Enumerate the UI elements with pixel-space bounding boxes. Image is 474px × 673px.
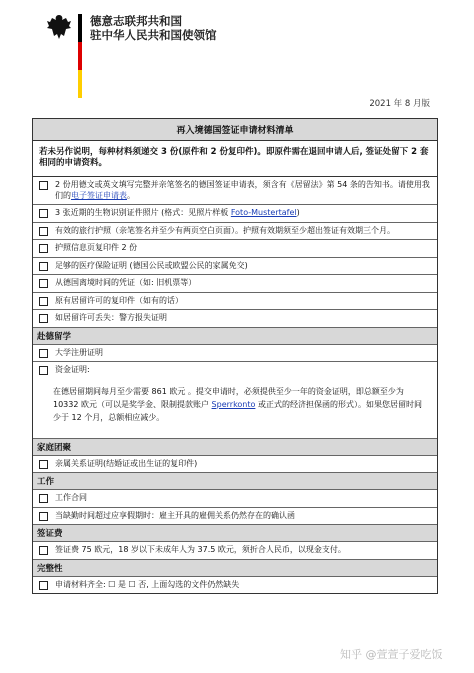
- federal-eagle-icon: [44, 12, 74, 42]
- section-heading-family: 家庭团聚: [33, 439, 437, 456]
- item-text: 亲属关系证明(结婚证或出生证的复印件): [55, 458, 198, 468]
- agency-name-line2: 驻中华人民共和国使领馆: [90, 28, 217, 42]
- item-text: 大学注册证明: [55, 347, 103, 357]
- checkbox[interactable]: [39, 494, 48, 503]
- checkbox[interactable]: [39, 460, 48, 469]
- list-item: [33, 205, 437, 223]
- agency-name: [90, 14, 217, 42]
- section-heading-fee: 签证费: [33, 525, 437, 542]
- checkbox[interactable]: [39, 297, 48, 306]
- e-visa-form-link[interactable]: 电子签证申请表: [71, 190, 127, 200]
- list-item: [33, 275, 437, 293]
- checkbox[interactable]: [39, 244, 48, 253]
- agency-name-line1: 德意志联邦共和国: [90, 14, 182, 28]
- item-text: 有效的旅行护照（亲笔签名并至少有两页空白页面）。护照有效期须至少超出签证有效期三个月。: [55, 225, 395, 235]
- list-item: [33, 345, 437, 363]
- list-item: [33, 577, 437, 594]
- list-item: [33, 310, 437, 328]
- list-item: [33, 177, 437, 205]
- section-heading-study: 赴德留学: [33, 328, 437, 345]
- checkbox[interactable]: [39, 546, 48, 555]
- checkbox[interactable]: [39, 209, 48, 218]
- checkbox[interactable]: [39, 314, 48, 323]
- item-text: 当缺勤时间超过应享假期时：雇主开具的雇佣关系仍然存在的确认函: [55, 510, 295, 520]
- item-text: 足够的医疗保险证明 (德国公民或欧盟公民的家属免交): [55, 260, 248, 270]
- checkbox[interactable]: [39, 512, 48, 521]
- item-text: 申请材料齐全: ☐ 是 ☐ 否, 上面勾选的文件仍然缺失: [55, 579, 240, 589]
- list-item: [33, 490, 437, 508]
- sperrkonto-link[interactable]: Sperrkonto: [211, 399, 256, 409]
- item-text: 签证费 75 欧元，18 岁以下未成年人为 37.5 欧元，须折合人民币，以现金支付。: [55, 545, 346, 554]
- item-text: 3 张近期的生物识别证件照片 (格式：见照片样板 Foto-Mustertafel): [55, 208, 300, 217]
- list-item: [33, 293, 437, 311]
- item-text: 护照信息页复印件 2 份: [55, 243, 138, 252]
- checkbox[interactable]: [39, 181, 48, 190]
- checkbox[interactable]: [39, 349, 48, 358]
- item-text: 从德国离境时间的凭证（如: 旧机票等）: [55, 278, 197, 287]
- letterhead: [44, 10, 284, 88]
- version-date: 2021 年 8 月版: [369, 99, 430, 109]
- checkbox[interactable]: [39, 279, 48, 288]
- german-flag-stripe: [78, 14, 82, 98]
- checkbox[interactable]: [39, 581, 48, 590]
- checkbox[interactable]: [39, 366, 48, 375]
- section-heading-work: 工作: [33, 473, 437, 490]
- checkbox[interactable]: [39, 227, 48, 236]
- checklist-form: [32, 118, 438, 594]
- list-item: [33, 456, 437, 474]
- form-title: 再入境德国签证申请材料清单: [33, 119, 437, 141]
- list-item: [33, 508, 437, 526]
- funding-detail: 在德居留期间每月至少需要 861 欧元 。提交申请时，必须提供至少一年的资金证明，即总额至少为 10332 欧元（可以是奖学金、限制提款账户 Sperrkonto 或正式的经济担保函的形式）。如果您居留时间少于 12 个月，总额相应减少。: [33, 379, 437, 439]
- item-text: 如居留许可丢失：警方报失证明: [55, 313, 167, 322]
- section-heading-completeness: 完整性: [33, 560, 437, 577]
- form-note: 若未另作说明，每种材料须递交 3 份(原件和 2 份复印件)。即原件需在退回申请人后, 签证处留下 2 套相同的申请资料。: [33, 141, 437, 177]
- item-text: 原有居留许可的复印件（如有的话）: [55, 295, 183, 305]
- checkbox[interactable]: [39, 262, 48, 271]
- list-item: [33, 542, 437, 560]
- list-item: [33, 240, 437, 258]
- list-item: [33, 223, 437, 241]
- photo-template-link[interactable]: Foto-Mustertafel: [230, 208, 297, 217]
- item-text: 资金证明:: [55, 365, 90, 374]
- watermark: 知乎 @萱萱子爱吃饭: [340, 648, 443, 661]
- item-text: 工作合同: [55, 493, 87, 502]
- item-text: 2 份用德文或英文填写完整并亲笔签名的德国签证申请表，须含有《居留法》第 54 条的告知书。请使用我们的电子签证申请表。: [55, 180, 430, 200]
- list-item: [33, 362, 437, 379]
- list-item: [33, 258, 437, 276]
